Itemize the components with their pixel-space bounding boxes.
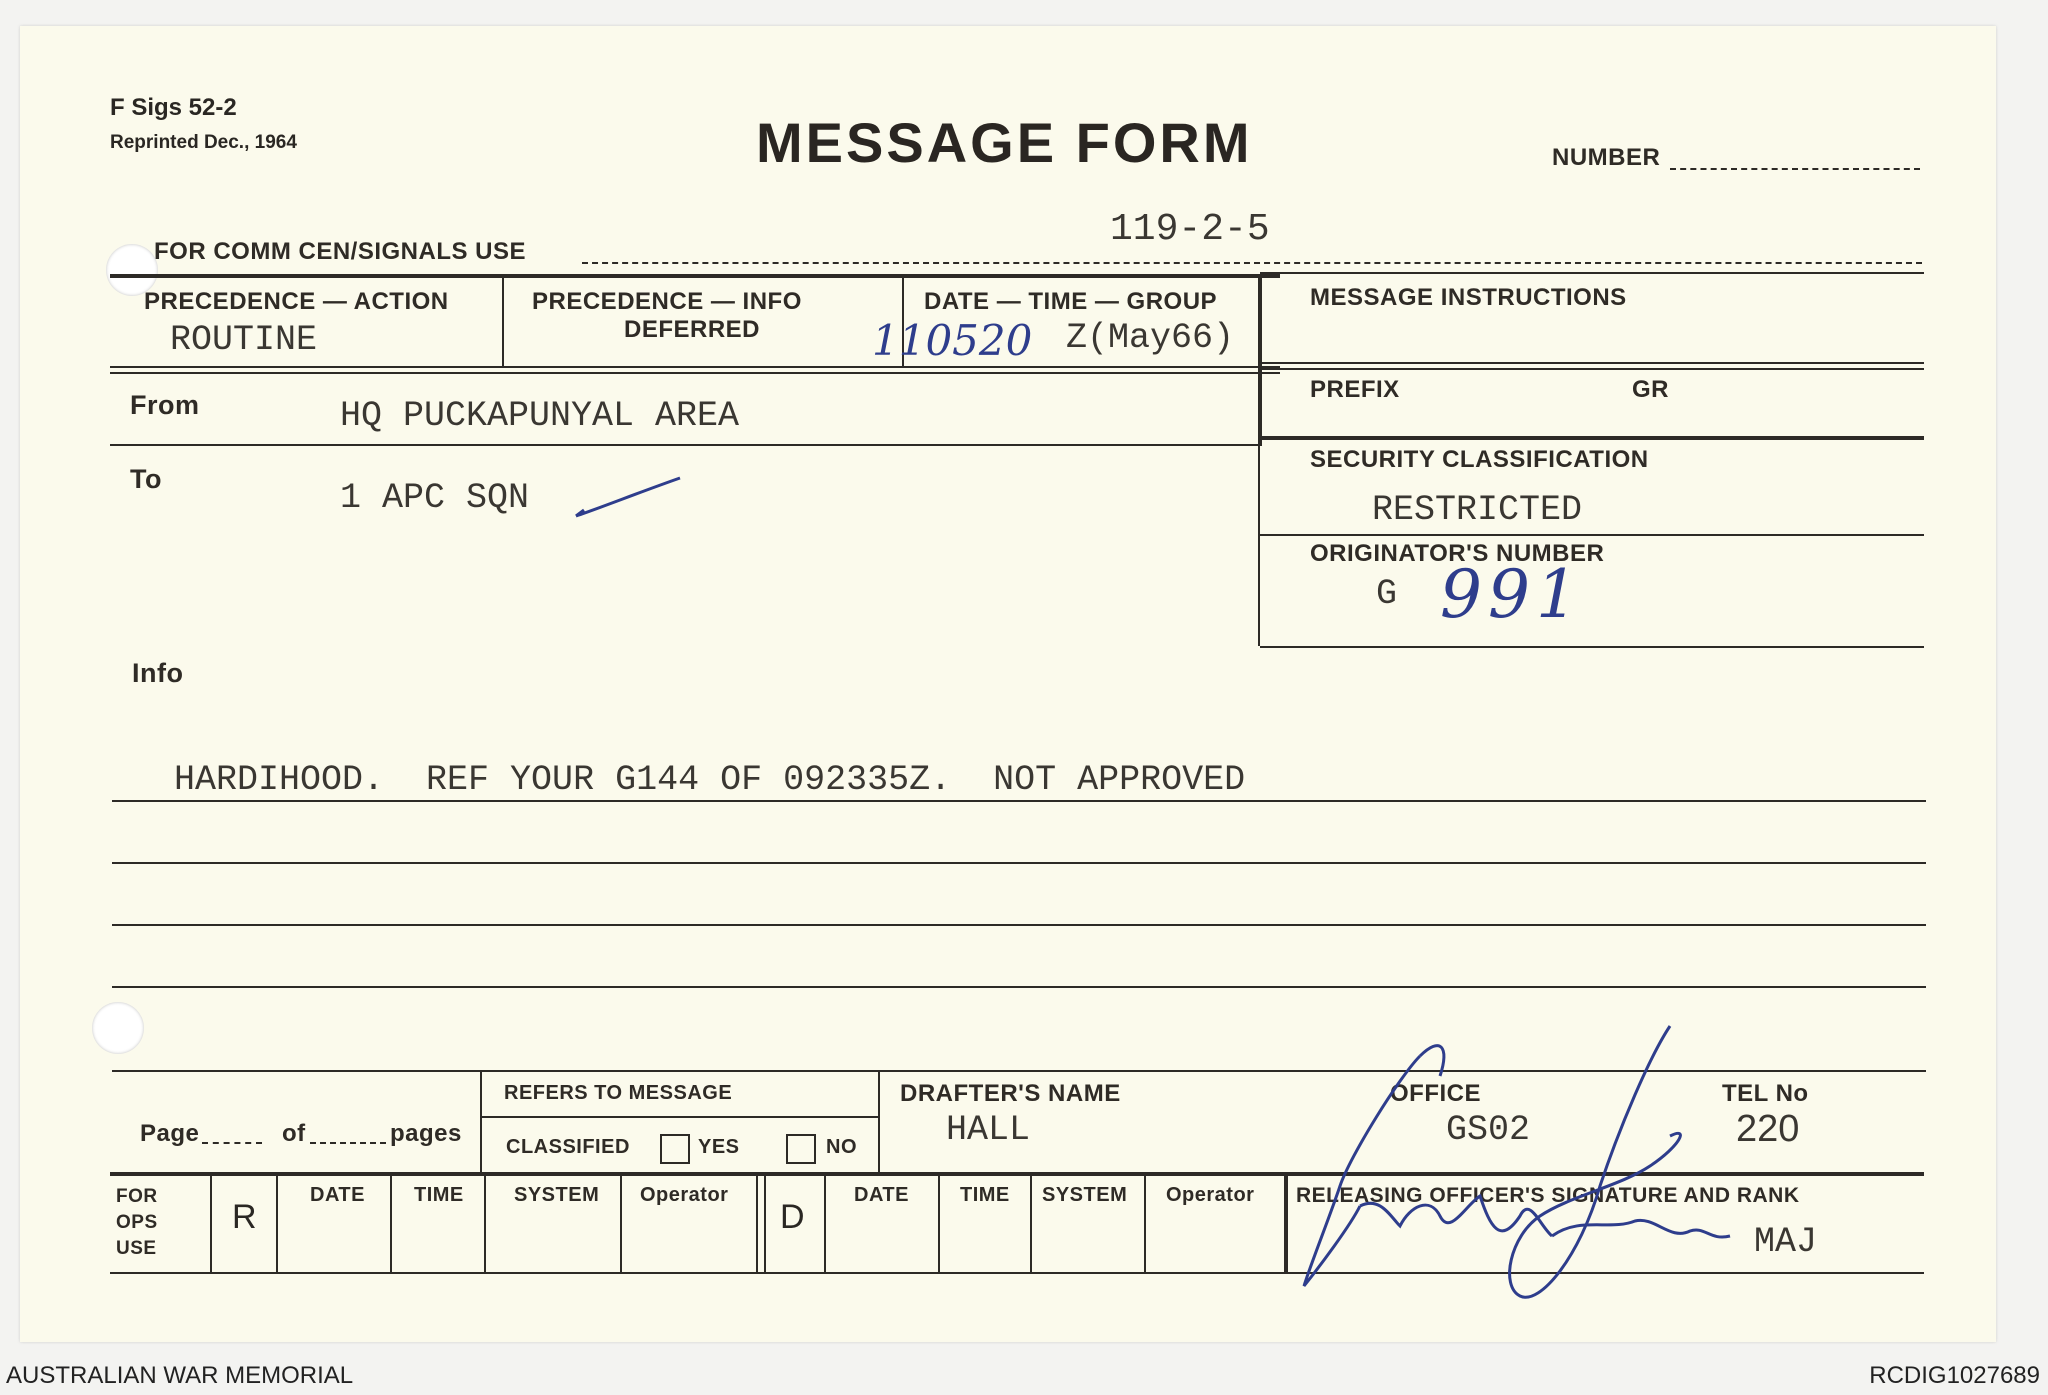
- r-time-label: TIME: [414, 1184, 464, 1206]
- footer-right: RCDIG1027689: [1869, 1362, 2040, 1389]
- ops-divider-6b: [764, 1174, 766, 1274]
- prefix-bottom-rule: [1260, 436, 1924, 440]
- prefix-label: PREFIX: [1310, 376, 1400, 403]
- header-row-top-rule-right: [1260, 272, 1924, 274]
- originator-handwritten-number: 991: [1440, 556, 1584, 633]
- refers-to-message-label: REFERS TO MESSAGE: [504, 1082, 733, 1104]
- number-dotted-line: [1670, 168, 1920, 170]
- form-title: MESSAGE FORM: [756, 111, 1253, 174]
- divider-right-panel-lower: [1258, 446, 1260, 646]
- ops-divider-8: [938, 1174, 940, 1274]
- divider-refers-left: [480, 1072, 482, 1172]
- ops-divider-7: [824, 1174, 826, 1274]
- body-rule-1: [112, 800, 1926, 802]
- originator-prefix: G: [1376, 574, 1398, 614]
- divider-prec-action: [502, 276, 504, 368]
- body-rule-3: [112, 924, 1926, 926]
- office-label: OFFICE: [1390, 1080, 1481, 1107]
- body-rule-2: [112, 862, 1926, 864]
- office-value: GS02: [1446, 1110, 1531, 1150]
- d-date-label: DATE: [854, 1184, 909, 1206]
- tel-value: 220: [1736, 1108, 1800, 1150]
- tel-label: TEL No: [1722, 1080, 1809, 1107]
- signature-image: [1290, 1016, 1740, 1316]
- precedence-info-label: PRECEDENCE — INFO: [532, 288, 802, 315]
- tick-mark-icon: [570, 470, 690, 530]
- body-rule-4: [112, 986, 1926, 988]
- yes-label: YES: [698, 1136, 740, 1158]
- no-label: NO: [826, 1136, 857, 1158]
- r-operator-label: Operator: [640, 1184, 729, 1206]
- rank-value: MAJ: [1754, 1222, 1818, 1262]
- precedence-info-value: DEFERRED: [624, 316, 761, 343]
- header-row-bottom-rule-2: [110, 372, 1280, 374]
- divider-drafter-left: [878, 1072, 880, 1172]
- comm-cen-label: FOR COMM CEN/SIGNALS USE: [154, 238, 527, 265]
- header-row-bottom-rule: [110, 366, 1280, 368]
- classified-label: CLASSIFIED: [506, 1136, 630, 1158]
- message-instructions-label: MESSAGE INSTRUCTIONS: [1310, 284, 1627, 311]
- message-form-sheet: [20, 26, 1996, 1342]
- d-system-label: SYSTEM: [1042, 1184, 1128, 1206]
- from-value: HQ PUCKAPUNYAL AREA: [340, 396, 740, 436]
- classified-yes-checkbox[interactable]: [660, 1134, 690, 1164]
- punch-hole-bottom: [92, 1002, 144, 1054]
- to-value: 1 APC SQN: [340, 478, 530, 518]
- ops-divider-5: [620, 1174, 622, 1274]
- releasing-officer-label: RELEASING OFFICER'S SIGNATURE AND RANK: [1296, 1184, 1800, 1207]
- ops-divider-9: [1030, 1174, 1032, 1274]
- message-body-text: HARDIHOOD. REF YOUR G144 OF 092335Z. NOT APPROVED: [174, 760, 1246, 800]
- page-label: Page: [140, 1120, 200, 1147]
- comm-cen-dotted-line: [582, 262, 1922, 264]
- precedence-action-value: ROUTINE: [170, 320, 318, 360]
- ops-divider-3: [390, 1174, 392, 1274]
- originator-number-label: ORIGINATOR'S NUMBER: [1310, 540, 1605, 567]
- security-bottom-rule: [1260, 534, 1924, 536]
- dtg-handwritten: 110520: [872, 316, 1033, 365]
- ops-divider-11: [1284, 1174, 1288, 1274]
- drafters-name-value: HALL: [946, 1110, 1031, 1150]
- of-dotted-line: [310, 1142, 386, 1144]
- ops-divider-4: [484, 1174, 486, 1274]
- form-code: F Sigs 52-2: [110, 94, 237, 121]
- to-label: To: [130, 464, 162, 494]
- r-date-label: DATE: [310, 1184, 365, 1206]
- r-system-label: SYSTEM: [514, 1184, 600, 1206]
- precedence-action-label: PRECEDENCE — ACTION: [144, 288, 449, 315]
- security-classification-label: SECURITY CLASSIFICATION: [1310, 446, 1649, 473]
- refers-mid-rule: [482, 1116, 878, 1118]
- dtg-label: DATE — TIME — GROUP: [924, 288, 1218, 315]
- info-label: Info: [132, 658, 184, 688]
- from-bottom-rule: [110, 444, 1260, 446]
- d-operator-label: Operator: [1166, 1184, 1255, 1206]
- page-dotted-line: [202, 1142, 262, 1144]
- classified-no-checkbox[interactable]: [786, 1134, 816, 1164]
- from-label: From: [130, 390, 200, 420]
- security-classification-value: RESTRICTED: [1372, 490, 1583, 530]
- drafters-name-label: DRAFTER'S NAME: [900, 1080, 1121, 1107]
- divider-right-panel: [1258, 276, 1262, 446]
- ops-divider-10: [1144, 1174, 1146, 1274]
- ops-divider-1: [210, 1174, 212, 1274]
- reprint-note: Reprinted Dec., 1964: [110, 132, 297, 153]
- ops-divider-2: [276, 1174, 278, 1274]
- number-label: NUMBER: [1552, 144, 1661, 171]
- pages-label: pages: [390, 1120, 462, 1147]
- gr-label: GR: [1632, 376, 1669, 403]
- footer-left: AUSTRALIAN WAR MEMORIAL: [6, 1362, 354, 1389]
- of-label: of: [282, 1120, 306, 1147]
- for-ops-use-line-1: FOR: [116, 1186, 158, 1207]
- instructions-bottom-rule-2: [1260, 368, 1924, 370]
- dtg-typed: Z(May66): [1066, 318, 1235, 358]
- header-row-top-rule: [110, 274, 1280, 278]
- for-ops-use-line-2: OPS: [116, 1212, 158, 1233]
- ops-divider-6a: [756, 1174, 758, 1274]
- r-label: R: [232, 1198, 257, 1236]
- d-time-label: TIME: [960, 1184, 1010, 1206]
- instructions-bottom-rule: [1260, 362, 1924, 364]
- reference-number: 119-2-5: [1110, 208, 1270, 251]
- for-ops-use-line-3: USE: [116, 1238, 157, 1259]
- originator-bottom-rule: [1260, 646, 1924, 648]
- d-label: D: [780, 1198, 805, 1236]
